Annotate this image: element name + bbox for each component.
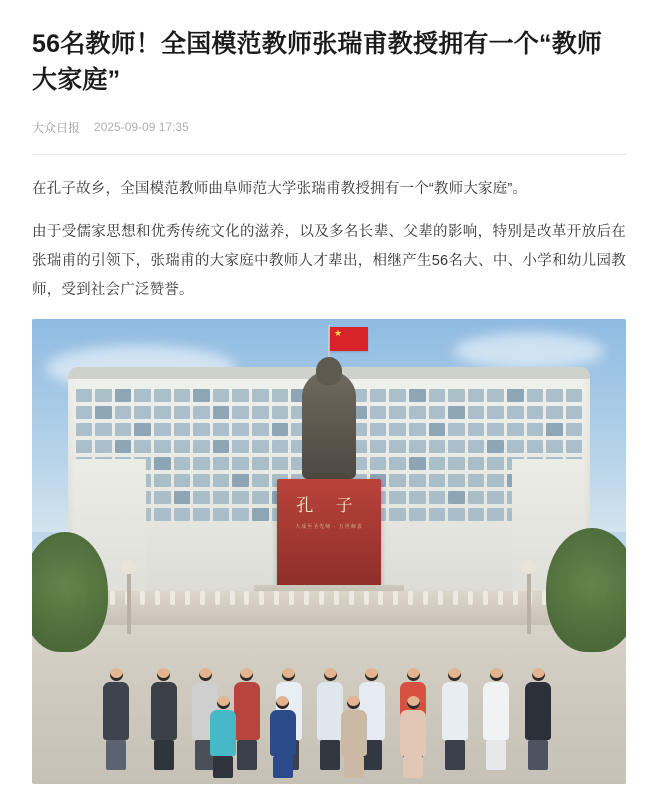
confucius-statue: [302, 371, 356, 479]
national-flag: [330, 327, 368, 351]
statue-pedestal: [277, 479, 381, 587]
article-figure: [32, 319, 626, 784]
article-source: 大众日报: [32, 120, 81, 135]
article-meta: [32, 119, 626, 136]
article-photo: [32, 319, 626, 784]
page-title: 56名教师！全国模范教师张瑞甫教授拥有一个“教师大家庭”: [32, 30, 603, 95]
article-paragraph-1: 在孔子故乡，全国模范教师曲阜师范大学张瑞甫教授拥有一个“教师大家庭”。: [32, 180, 528, 197]
cloud-shape: [454, 333, 604, 369]
article-paragraph-2: 由于受儒家思想和优秀传统文化的滋养，以及多名长辈、父辈的影响，特别是改革开放后在张瑞甫的引领下，张瑞甫的大家庭中教师人才辈出，相继产生56名大、中、小学和幼儿园教师，受到社会广泛赞誉。: [32, 223, 626, 298]
pedestal-inscription: 孔 子: [296, 495, 362, 515]
group-photo-people: [32, 574, 626, 784]
pedestal-subtext: 大成至圣先师 · 万世师表: [295, 523, 363, 530]
meta-divider: [32, 154, 626, 155]
article-timestamp: 2025-09-09 17:35: [94, 120, 189, 134]
